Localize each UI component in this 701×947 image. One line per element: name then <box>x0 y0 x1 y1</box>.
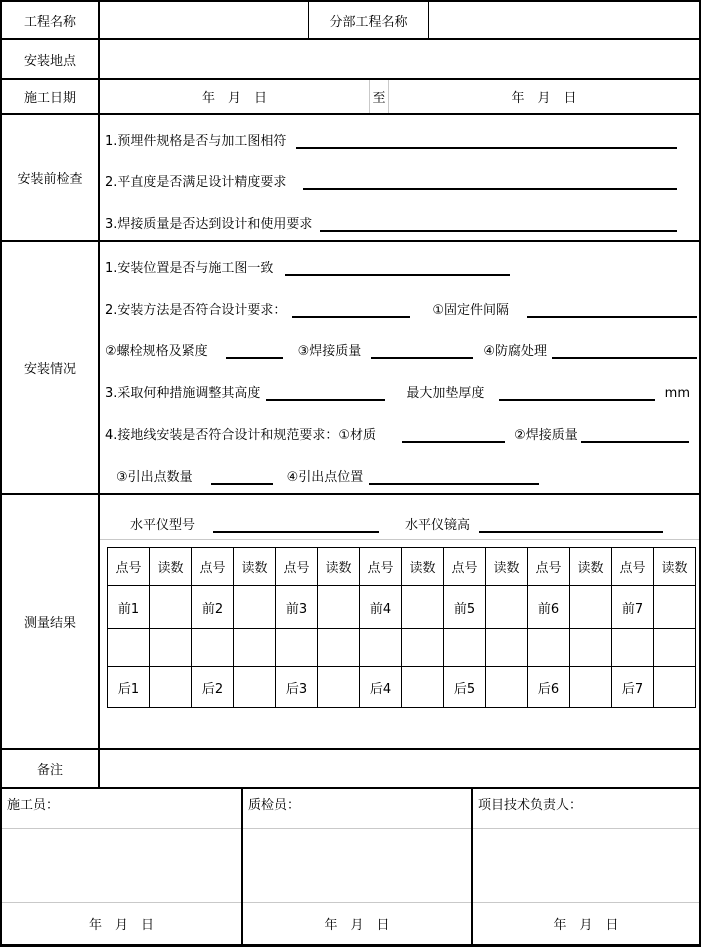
measure-front-point: 前6 <box>528 586 570 629</box>
measure-point-header: 点号 <box>612 548 654 586</box>
measure-front-reading-cell[interactable] <box>486 586 528 629</box>
pre-check-label: 安装前检查 <box>17 172 83 187</box>
project-name-label: 工程名称 <box>23 14 76 30</box>
install-item-2-sub3-text: ③焊接质量 <box>297 344 362 360</box>
section-pre-check <box>2 115 699 242</box>
fill-line[interactable] <box>320 230 677 232</box>
measure-back-point: 后5 <box>444 667 486 708</box>
measure-empty-cell[interactable] <box>612 629 654 667</box>
constructor-column <box>2 789 243 944</box>
measure-blank-row <box>108 629 696 667</box>
measure-blank-space <box>100 708 699 748</box>
measure-front-point: 前2 <box>192 586 234 629</box>
fill-line[interactable] <box>211 483 273 485</box>
install-item-2-sub1-text: ①固定件间隔 <box>432 302 510 318</box>
pre-check-item-3-text: 3.焊接质量是否达到设计和使用要求 <box>105 217 313 233</box>
install-item-2-row2 <box>100 326 699 368</box>
row-location <box>2 40 699 80</box>
measure-front-reading-cell[interactable] <box>402 586 444 629</box>
measure-empty-cell[interactable] <box>276 629 318 667</box>
measure-back-point: 后2 <box>192 667 234 708</box>
measure-header-row <box>108 548 696 586</box>
constructor-signature-area[interactable] <box>2 829 241 902</box>
inspector-signature-area[interactable] <box>243 829 471 902</box>
measure-back-reading-cell[interactable] <box>150 667 192 708</box>
measure-point-header: 点号 <box>444 548 486 586</box>
measure-point-header: 点号 <box>360 548 402 586</box>
pre-check-item-1 <box>100 115 699 157</box>
tech-lead-date[interactable] <box>473 902 699 944</box>
date-separator-text: 至 <box>372 91 386 106</box>
subproject-name-label: 分部工程名称 <box>329 14 408 30</box>
measure-front-row <box>108 586 696 629</box>
measure-point-header: 点号 <box>108 548 150 586</box>
install-content <box>100 242 699 493</box>
measure-back-point: 后1 <box>108 667 150 708</box>
tech-lead-signature-area[interactable] <box>473 829 699 902</box>
measure-front-reading-cell[interactable] <box>318 586 360 629</box>
measure-back-point: 后4 <box>360 667 402 708</box>
tech-lead-label: 项目技术负责人： <box>473 789 699 829</box>
measure-reading-header: 读数 <box>486 548 528 586</box>
inspector-date[interactable] <box>243 902 471 944</box>
install-item-3 <box>100 367 699 409</box>
install-item-3-max-text: 最大加垫厚度 <box>406 386 485 402</box>
measure-reading-header: 读数 <box>318 548 360 586</box>
measure-front-point: 前1 <box>108 586 150 629</box>
section-install <box>2 242 699 495</box>
measure-back-reading-cell[interactable] <box>318 667 360 708</box>
fill-line[interactable] <box>266 399 385 401</box>
measure-label-cell <box>2 495 100 748</box>
install-item-4-text: 4.接地线安装是否符合设计和规范要求：①材质 <box>105 428 377 444</box>
remarks-value[interactable] <box>100 750 699 787</box>
install-item-2 <box>100 284 699 326</box>
row-construction-date <box>2 80 699 115</box>
measure-empty-cell[interactable] <box>192 629 234 667</box>
install-item-2-sub2-text: ②螺栓规格及紧度 <box>105 344 208 360</box>
location-label: 安装地点 <box>23 53 76 69</box>
measure-reading-header: 读数 <box>150 548 192 586</box>
measure-front-point: 前5 <box>444 586 486 629</box>
date-from-value[interactable] <box>100 80 369 113</box>
row-project-name <box>2 2 699 40</box>
measure-front-point: 前7 <box>612 586 654 629</box>
measure-reading-header: 读数 <box>402 548 444 586</box>
measure-empty-cell[interactable] <box>570 629 612 667</box>
measure-empty-cell[interactable] <box>234 629 276 667</box>
fill-line[interactable] <box>527 316 697 318</box>
measure-empty-cell[interactable] <box>318 629 360 667</box>
measure-front-point: 前4 <box>360 586 402 629</box>
measure-reading-header: 读数 <box>570 548 612 586</box>
subproject-name-value[interactable] <box>429 2 699 38</box>
remarks-label: 备注 <box>36 763 63 778</box>
instrument-height-label: 水平仪镜高 <box>405 518 471 533</box>
instrument-line <box>100 495 699 540</box>
measure-empty-cell[interactable] <box>402 629 444 667</box>
constructor-date-text: 年 月 日 <box>88 918 154 933</box>
measure-front-point: 前3 <box>276 586 318 629</box>
install-item-1-text: 1.安装位置是否与施工图一致 <box>105 260 274 276</box>
date-to-text: 年 月 日 <box>511 91 577 106</box>
date-label-cell <box>2 80 100 113</box>
tech-lead-column <box>473 789 699 944</box>
measure-point-header: 点号 <box>276 548 318 586</box>
section-measure <box>2 495 699 750</box>
fill-line[interactable] <box>402 441 505 443</box>
fill-line[interactable] <box>296 147 677 149</box>
measure-empty-cell[interactable] <box>444 629 486 667</box>
measure-back-reading-cell[interactable] <box>402 667 444 708</box>
constructor-date[interactable] <box>2 902 241 944</box>
measure-empty-cell[interactable] <box>654 629 696 667</box>
pre-check-content <box>100 115 699 240</box>
measure-front-reading-cell[interactable] <box>654 586 696 629</box>
install-label: 安装情况 <box>23 362 76 377</box>
inspector-label: 质检员： <box>243 789 471 829</box>
measure-back-reading-cell[interactable] <box>654 667 696 708</box>
measure-point-header: 点号 <box>528 548 570 586</box>
measure-back-point: 后7 <box>612 667 654 708</box>
measure-empty-cell[interactable] <box>486 629 528 667</box>
measure-reading-header: 读数 <box>234 548 276 586</box>
measure-empty-cell[interactable] <box>360 629 402 667</box>
install-item-3-unit: mm <box>664 386 690 402</box>
install-item-1 <box>100 242 699 284</box>
remarks-label-cell <box>2 750 100 787</box>
instrument-model-label: 水平仪型号 <box>130 518 196 533</box>
install-item-3-text: 3.采取何种措施调整其高度 <box>105 386 261 402</box>
install-label-cell <box>2 242 100 493</box>
install-item-4-sub2-text: ②焊接质量 <box>514 428 578 444</box>
measure-back-reading-cell[interactable] <box>234 667 276 708</box>
fill-line[interactable] <box>292 316 410 318</box>
install-item-2-text: 2.安装方法是否符合设计要求： <box>105 302 287 318</box>
install-item-4-row2 <box>100 451 699 493</box>
measure-back-reading-cell[interactable] <box>570 667 612 708</box>
measure-front-reading-cell[interactable] <box>150 586 192 629</box>
fill-line[interactable] <box>285 274 510 276</box>
project-name-label-cell <box>2 2 100 38</box>
fill-line[interactable] <box>499 399 654 401</box>
signature-section <box>2 789 699 944</box>
install-item-4-sub4-text: ④引出点位置 <box>286 469 364 485</box>
fill-line[interactable] <box>369 483 539 485</box>
construction-date-label: 施工日期 <box>23 91 76 106</box>
measure-back-row <box>108 667 696 708</box>
location-value[interactable] <box>100 40 699 78</box>
fill-line[interactable] <box>552 357 697 359</box>
measure-back-reading-cell[interactable] <box>486 667 528 708</box>
install-item-4 <box>100 409 699 451</box>
fill-line[interactable] <box>581 441 689 443</box>
date-to-value[interactable] <box>389 80 699 113</box>
measure-content <box>100 495 699 748</box>
pre-check-label-cell <box>2 115 100 240</box>
location-label-cell <box>2 40 100 78</box>
install-item-4-sub3-text: ③引出点数量 <box>116 469 193 485</box>
subproject-name-label-cell <box>309 2 429 38</box>
measure-front-reading-cell[interactable] <box>234 586 276 629</box>
measure-reading-header: 读数 <box>654 548 696 586</box>
date-from-text: 年 月 日 <box>201 91 267 106</box>
measure-back-point: 后3 <box>276 667 318 708</box>
pre-check-item-2 <box>100 157 699 199</box>
measure-label: 测量结果 <box>23 616 76 631</box>
pre-check-item-1-text: 1.预埋件规格是否与加工图相符 <box>105 133 287 149</box>
instrument-model-value[interactable] <box>213 531 379 533</box>
inspector-date-text: 年 月 日 <box>324 918 390 933</box>
inspector-column <box>243 789 473 944</box>
install-item-2-sub4-text: ④防腐处理 <box>483 344 547 360</box>
constructor-label: 施工员： <box>2 789 241 829</box>
measure-front-reading-cell[interactable] <box>570 586 612 629</box>
instrument-height-value[interactable] <box>479 531 663 533</box>
measure-point-header: 点号 <box>192 548 234 586</box>
date-separator-cell <box>369 80 389 113</box>
measure-empty-cell[interactable] <box>528 629 570 667</box>
fill-line[interactable] <box>371 357 473 359</box>
pre-check-item-2-text: 2.平直度是否满足设计精度要求 <box>105 175 287 191</box>
fill-line[interactable] <box>226 357 283 359</box>
pre-check-item-3 <box>100 198 699 240</box>
row-remarks <box>2 750 699 789</box>
fill-line[interactable] <box>303 188 677 190</box>
measure-table <box>107 547 696 708</box>
tech-lead-date-text: 年 月 日 <box>553 918 619 933</box>
measure-empty-cell[interactable] <box>150 629 192 667</box>
measure-empty-cell[interactable] <box>108 629 150 667</box>
measure-back-point: 后6 <box>528 667 570 708</box>
project-name-value[interactable] <box>100 2 309 38</box>
